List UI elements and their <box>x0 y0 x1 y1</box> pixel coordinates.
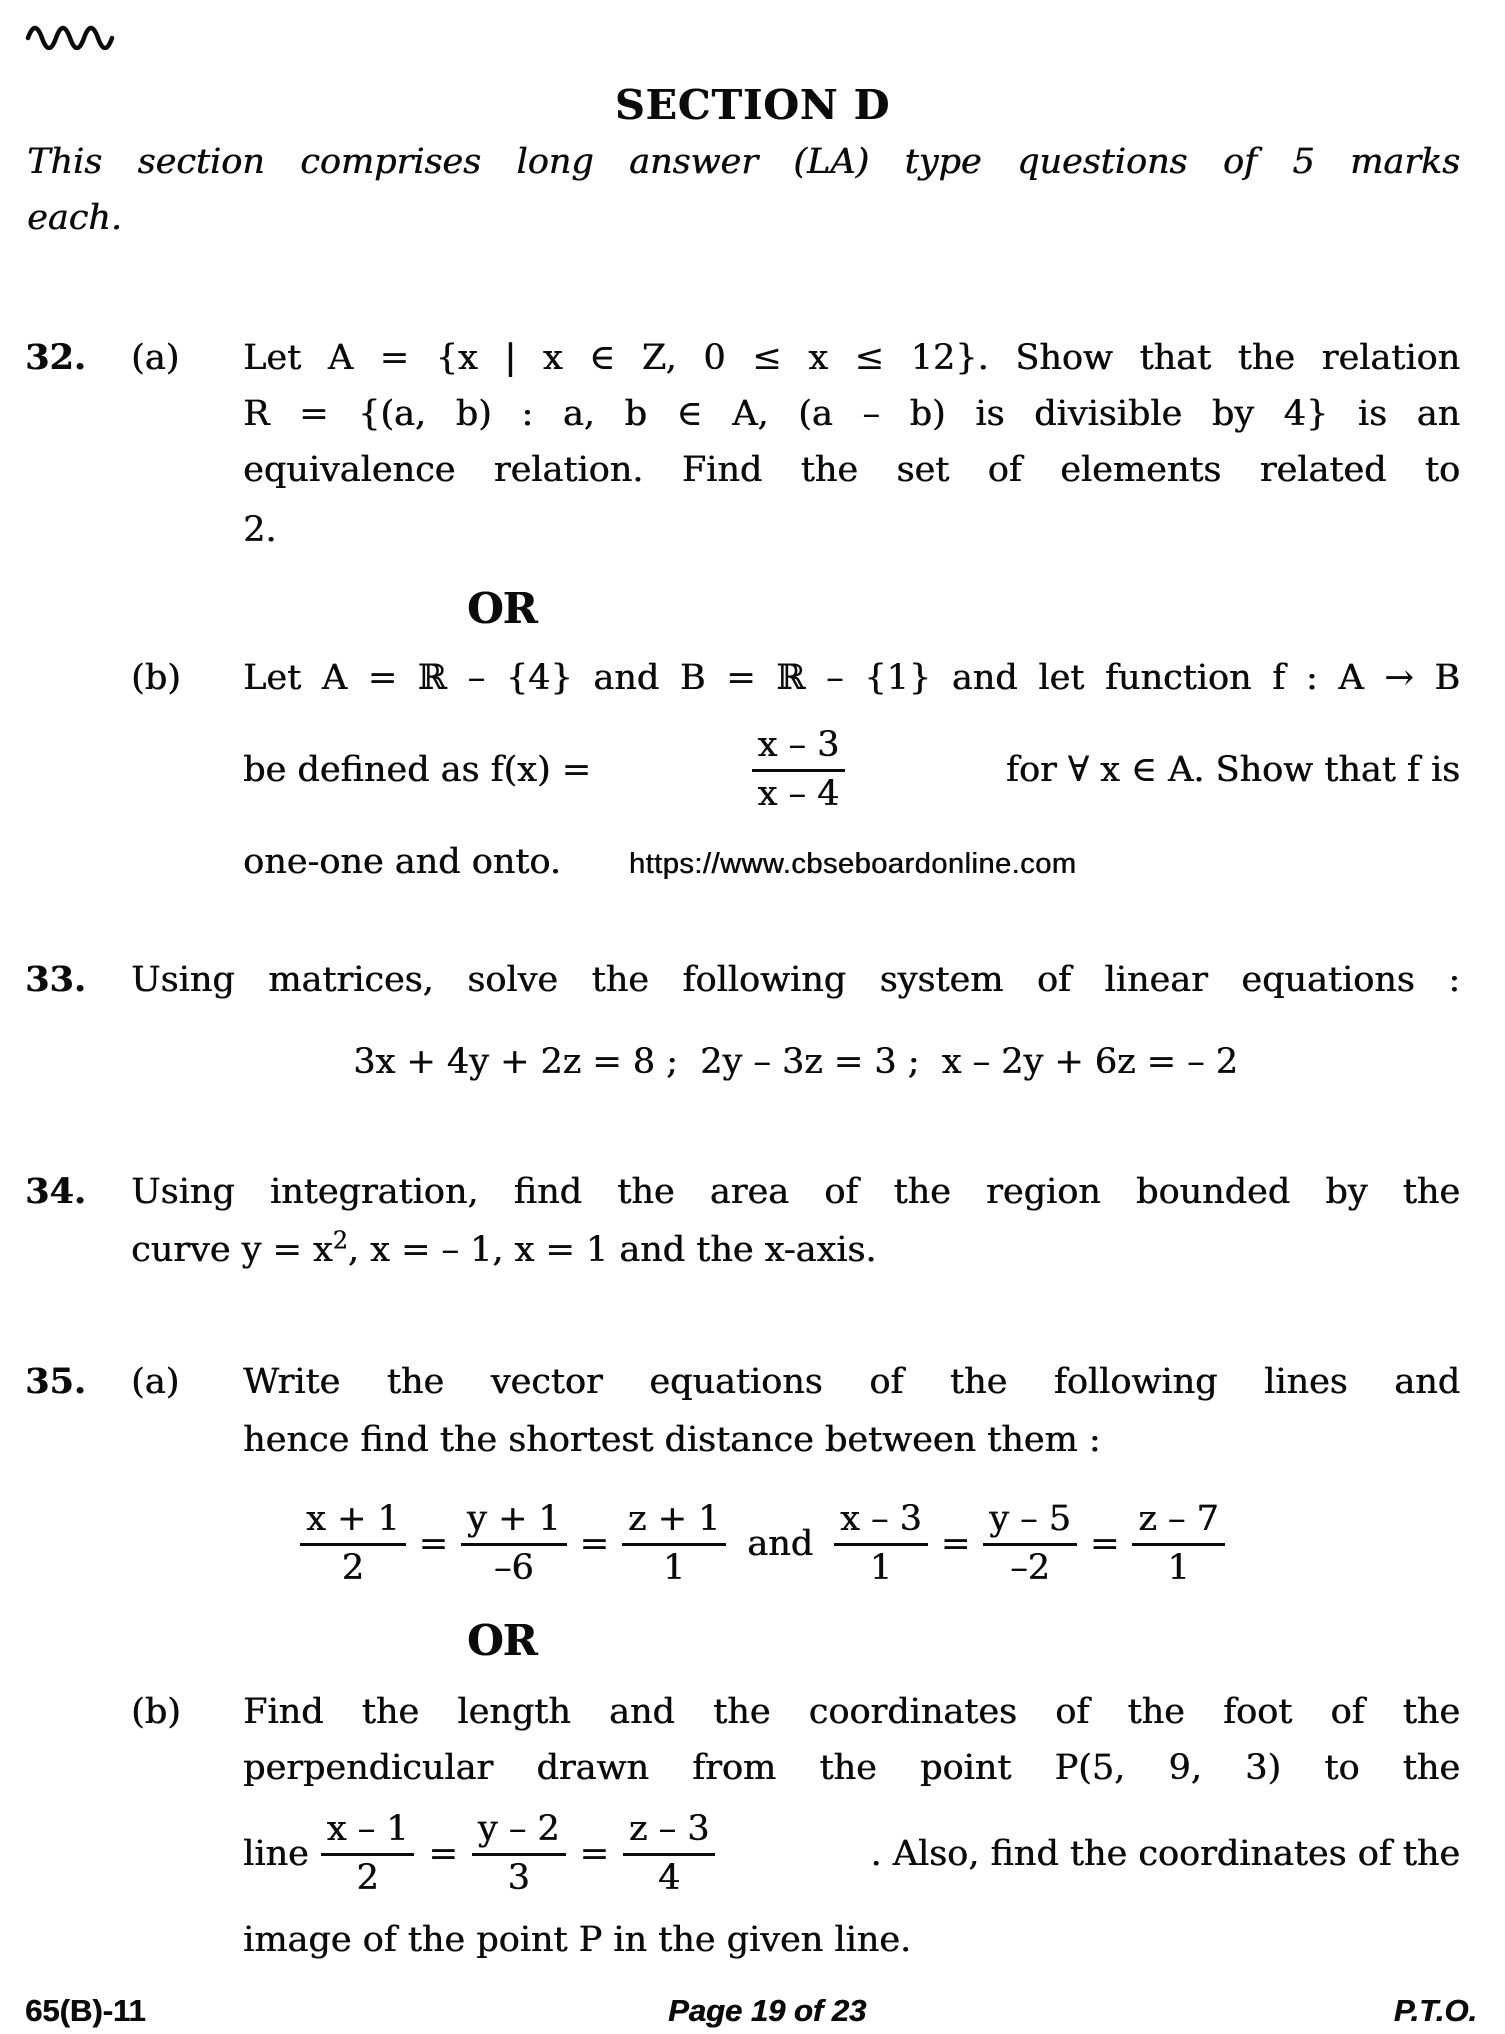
fraction <box>472 1810 566 1897</box>
fraction <box>834 1500 928 1587</box>
q35-b-line-2: perpendicular drawn from the point P(5, 9, 3) to the <box>243 1748 1460 1788</box>
fraction-numerator: x – 3 <box>834 1500 928 1545</box>
fraction <box>623 1810 715 1897</box>
equals-sign: = <box>418 1524 448 1564</box>
footer-page-number: Page 19 of 23 <box>668 1993 867 2028</box>
q32-or-divider: OR <box>467 584 537 633</box>
q33-line-1: Using matrices, solve the following system of linear equations : <box>131 960 1460 1000</box>
q35-part-b-label: (b) <box>131 1692 181 1732</box>
q32-part-b-label: (b) <box>131 658 181 698</box>
section-title: SECTION D <box>614 81 891 129</box>
fraction-numerator: y – 2 <box>472 1810 566 1855</box>
q32-a-line-4: 2. <box>243 510 277 550</box>
q32-b-line-2-post: for ∀ x ∈ A. Show that f is <box>1005 750 1460 790</box>
q34-number: 34. <box>25 1171 86 1212</box>
fraction-denominator: –2 <box>1010 1547 1050 1588</box>
fraction <box>983 1500 1077 1587</box>
fraction-numerator: x – 1 <box>321 1810 415 1855</box>
footer-paper-code: 65(B)-11 <box>25 1993 146 2028</box>
fraction-numerator: z + 1 <box>622 1500 726 1545</box>
q35-b-line-3-post: . Also, find the coordinates of the <box>870 1834 1460 1874</box>
squiggle-mark <box>25 14 121 50</box>
fraction <box>1132 1500 1224 1587</box>
q32-a-line-3: equivalence relation. Find the set of elements related to <box>243 450 1460 490</box>
q35-b-line-3 <box>243 1804 1460 1904</box>
intro-line-1: This section comprises long answer (LA) type questions of 5 marks <box>27 142 1460 182</box>
fraction-denominator: 1 <box>662 1547 686 1588</box>
equals-sign: = <box>579 1834 609 1874</box>
fraction-numerator: z – 7 <box>1132 1500 1224 1545</box>
q32-b-line-2 <box>243 722 1460 818</box>
q32-a-line-1: Let A = {x | x ∈ Z, 0 ≤ x ≤ 12}. Show that the relation <box>243 338 1460 378</box>
q32-number: 32. <box>25 337 86 378</box>
fraction-numerator: y – 5 <box>983 1500 1077 1545</box>
fraction-denominator: 2 <box>341 1547 364 1588</box>
equals-sign: = <box>940 1524 971 1564</box>
q33-number: 33. <box>25 959 86 1000</box>
footer-pto: P.T.O. <box>1393 1993 1477 2028</box>
equals-sign: = <box>579 1524 609 1564</box>
q32-b-line-2-pre: be defined as f(x) = <box>243 750 591 790</box>
q32-part-a-label: (a) <box>131 338 180 378</box>
q35-part-a-label: (a) <box>131 1362 180 1402</box>
fraction-numerator: x – 3 <box>752 726 846 771</box>
fraction <box>461 1500 567 1587</box>
intro-line-2: each. <box>27 198 122 238</box>
q35-number: 35. <box>25 1361 86 1402</box>
fraction <box>752 726 846 813</box>
q34-line-1: Using integration, find the area of the region bounded by the <box>131 1172 1460 1212</box>
fraction <box>622 1500 726 1587</box>
fraction-numerator: z – 3 <box>623 1810 715 1855</box>
fraction <box>321 1810 415 1897</box>
fraction-denominator: x – 4 <box>757 773 840 814</box>
fraction-denominator: 1 <box>1167 1547 1190 1588</box>
q35-a-line-2: hence find the shortest distance between them : <box>243 1420 1101 1460</box>
q35-b-line-1: Find the length and the coordinates of the foot of the <box>243 1692 1460 1732</box>
q32-b-line-3 <box>243 840 1076 886</box>
q35-b-line-3-pre: line <box>243 1834 309 1874</box>
q35-b-line-4: image of the point P in the given line. <box>243 1920 911 1960</box>
q34-line-2 <box>131 1228 876 1272</box>
q34-line-2-pre: curve y = x <box>131 1230 333 1270</box>
fraction-denominator: –6 <box>493 1547 534 1588</box>
equals-sign: = <box>1089 1524 1120 1564</box>
fraction-numerator: y + 1 <box>461 1500 567 1545</box>
equals-sign: = <box>428 1834 458 1874</box>
q35-or-divider: OR <box>467 1616 537 1665</box>
q32-b-line-1: Let A = ℝ – {4} and B = ℝ – {1} and let function f : A → B <box>243 658 1460 698</box>
q32-a-line-2: R = {(a, b) : a, b ∈ A, (a – b) is divisible by 4} is an <box>243 394 1460 434</box>
fraction-denominator: 1 <box>869 1547 893 1588</box>
fraction-denominator: 2 <box>356 1857 379 1898</box>
q32-b-line-3-text: one-one and onto. <box>243 842 561 882</box>
q35-a-equation-row <box>300 1494 1225 1594</box>
fraction-numerator: x + 1 <box>300 1500 406 1545</box>
q33-equation: 3x + 4y + 2z = 8 ; 2y – 3z = 3 ; x – 2y + 6z = – 2 <box>353 1042 1238 1082</box>
fraction-denominator: 4 <box>657 1857 681 1898</box>
watermark-url: https://www.cbseboardonline.com <box>628 848 1077 880</box>
superscript-2: 2 <box>332 1226 348 1255</box>
and-word: and <box>747 1524 813 1564</box>
fraction <box>300 1500 406 1587</box>
q34-line-2-post: , x = – 1, x = 1 and the x-axis. <box>347 1230 877 1270</box>
fraction-denominator: 3 <box>507 1857 530 1898</box>
q35-a-line-1: Write the vector equations of the following lines and <box>243 1362 1460 1402</box>
